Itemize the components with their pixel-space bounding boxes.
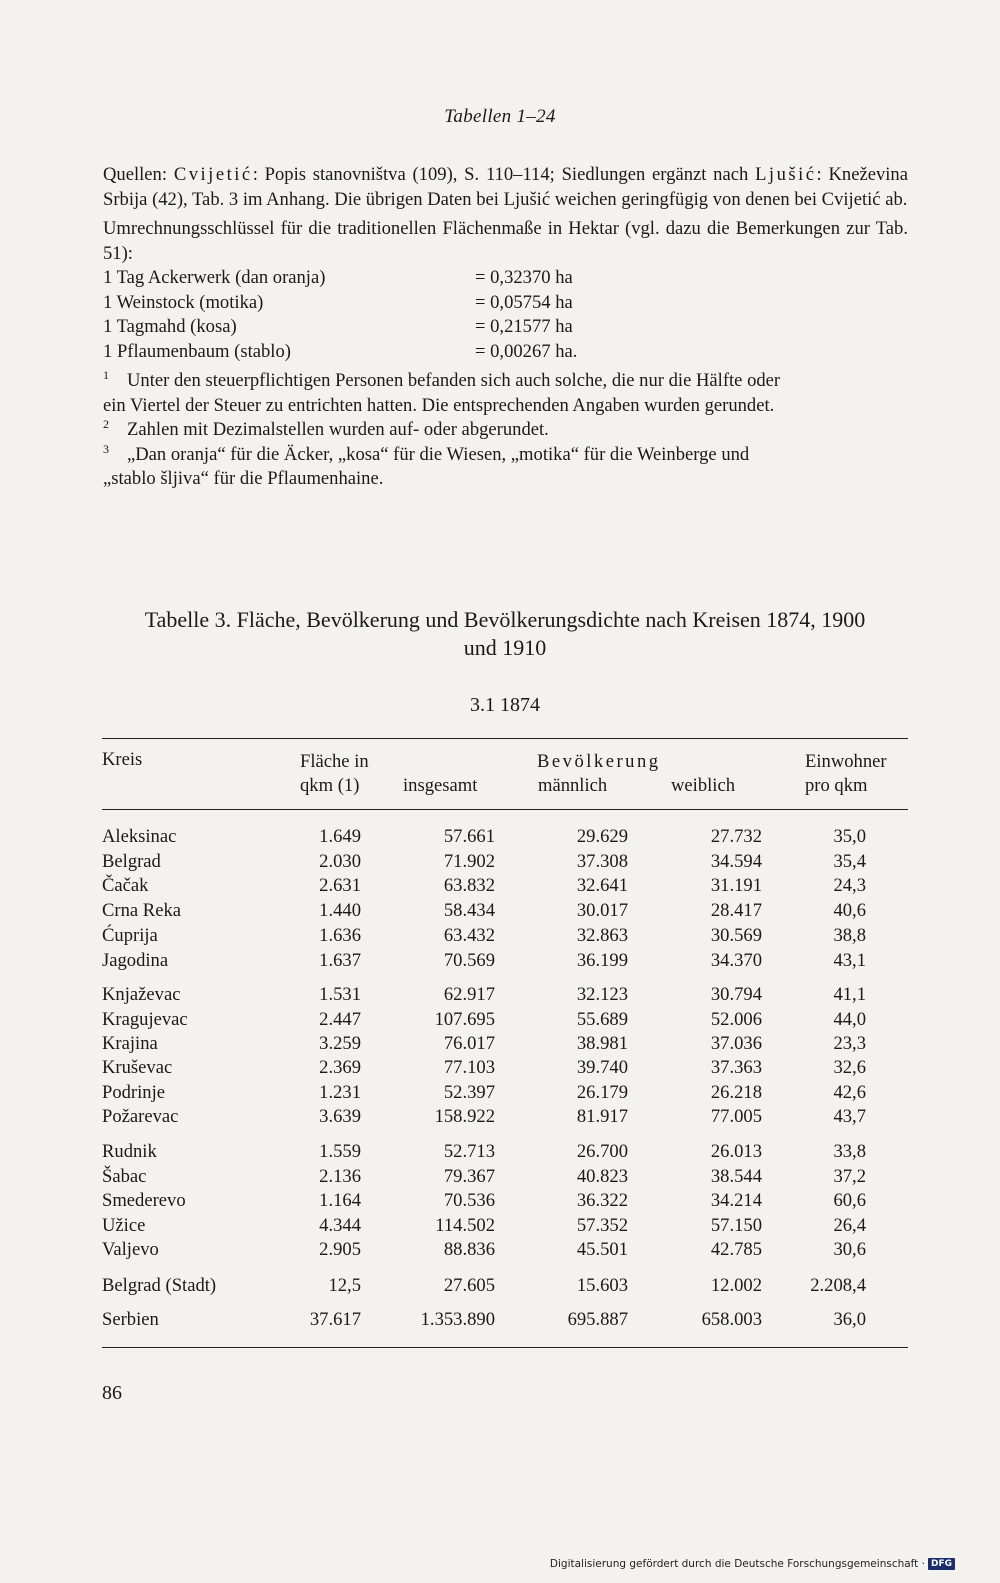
footnote — [103, 369, 908, 418]
table-row — [102, 1275, 908, 1299]
table-row — [102, 950, 908, 974]
kreis-cell: Aleksinac — [102, 826, 177, 847]
digitization-credit — [550, 1558, 955, 1570]
flaeche-cell: 37.617 — [309, 1309, 361, 1330]
flaeche-cell: 3.639 — [319, 1106, 361, 1127]
flaeche-cell: 2.905 — [319, 1239, 361, 1260]
insgesamt-cell: 71.902 — [443, 851, 495, 872]
footnote-text: Unter den steuerpflichtigen Personen befanden sich auch solche, die nur die Hälfte oder — [127, 370, 781, 391]
flaeche-cell: 2.631 — [319, 875, 361, 896]
table-row — [102, 1009, 908, 1033]
table-title-line1: Tabelle 3. Fläche, Bevölkerung und Bevölkerungsdichte nach Kreisen 1874, 1900 — [144, 607, 866, 632]
dichte-cell: 38,8 — [833, 925, 866, 946]
weiblich-cell: 42.785 — [710, 1239, 762, 1260]
dichte-cell: 23,3 — [833, 1033, 866, 1054]
conversion-unit: 1 Tagmahd (kosa) — [103, 316, 237, 337]
weiblich-cell: 26.013 — [710, 1141, 762, 1162]
footnote-text: „Dan oranja“ für die Äcker, „kosa“ für die Wiesen, „motika“ für die Weinberge und — [127, 443, 750, 465]
insgesamt-cell: 77.103 — [443, 1057, 495, 1078]
weiblich-cell: 38.544 — [710, 1166, 762, 1187]
dichte-cell: 41,1 — [833, 984, 866, 1005]
table-row — [102, 1106, 908, 1130]
insgesamt-cell: 27.605 — [443, 1275, 495, 1296]
author-ljusic: Ljušić — [755, 164, 817, 185]
conversion-unit: 1 Tag Ackerwerk (dan oranja) — [103, 267, 326, 288]
table-row — [102, 851, 908, 875]
footnote-continuation: „stablo šljiva“ für die Pflaumenhaine. — [103, 468, 384, 489]
weiblich-cell: 31.191 — [710, 875, 762, 896]
maennlich-cell: 30.017 — [576, 900, 628, 921]
footnote-continuation: ein Viertel der Steuer zu entrichten hatten. Die entsprechenden Angaben wurden gerundet. — [103, 394, 775, 416]
flaeche-cell: 1.440 — [319, 900, 361, 921]
maennlich-cell: 38.981 — [576, 1033, 628, 1054]
dichte-cell: 30,6 — [833, 1239, 866, 1260]
dichte-cell: 35,4 — [833, 851, 866, 872]
insgesamt-cell: 1.353.890 — [420, 1309, 495, 1330]
dichte-cell: 37,2 — [833, 1166, 866, 1187]
kreis-cell: Crna Reka — [102, 900, 181, 921]
kreis-cell: Knjaževac — [102, 984, 181, 1005]
table-row — [102, 900, 908, 924]
table-row — [102, 984, 908, 1008]
kreis-cell: Požarevac — [102, 1106, 179, 1127]
maennlich-cell: 32.641 — [576, 875, 628, 896]
author-cvijetic: Cvijetić — [173, 164, 253, 185]
sources-text-rest: : Kneževina Srbija (42), Tab. 3 im Anhang. Die übrigen Daten bei Ljušić weichen geringfügig von denen bei Cvijetić ab. — [103, 164, 908, 210]
dichte-cell: 42,6 — [833, 1082, 866, 1103]
header-flaeche-line1: Fläche in — [300, 751, 369, 772]
weiblich-cell: 658.003 — [701, 1309, 762, 1330]
insgesamt-cell: 107.695 — [434, 1009, 495, 1030]
dichte-cell: 43,1 — [833, 950, 866, 971]
dichte-cell: 44,0 — [833, 1009, 866, 1030]
kreis-cell: Ćuprija — [102, 925, 158, 946]
conversion-row — [103, 315, 908, 340]
footnote-marker: 1 — [103, 368, 109, 382]
kreis-cell: Valjevo — [102, 1239, 159, 1260]
insgesamt-cell: 79.367 — [443, 1166, 495, 1187]
header-flaeche-line2: qkm (1) — [300, 775, 360, 796]
table-row — [102, 1309, 908, 1333]
insgesamt-cell: 88.836 — [443, 1239, 495, 1260]
kreis-cell: Kruševac — [102, 1057, 173, 1078]
insgesamt-cell: 58.434 — [443, 900, 495, 921]
insgesamt-cell: 70.569 — [443, 950, 495, 971]
conversion-list — [103, 266, 908, 364]
dichte-cell: 32,6 — [833, 1057, 866, 1078]
flaeche-cell: 1.636 — [319, 925, 361, 946]
weiblich-cell: 34.214 — [710, 1190, 762, 1211]
header-bevoelkerung: Bevölkerung — [537, 751, 661, 772]
dichte-cell: 35,0 — [833, 826, 866, 847]
insgesamt-cell: 70.536 — [443, 1190, 495, 1211]
dichte-cell: 36,0 — [833, 1309, 866, 1330]
header-maennlich: männlich — [538, 775, 608, 796]
weiblich-cell: 28.417 — [710, 900, 762, 921]
table-row — [102, 925, 908, 949]
dichte-cell: 43,7 — [833, 1106, 866, 1127]
kreis-cell: Čačak — [102, 875, 149, 896]
footnote — [103, 443, 908, 492]
maennlich-cell: 81.917 — [576, 1106, 628, 1127]
table-row — [102, 1190, 908, 1214]
flaeche-cell: 4.344 — [319, 1215, 361, 1236]
header-einwohner-line2: pro qkm — [805, 775, 868, 796]
flaeche-cell: 1.637 — [319, 950, 361, 971]
conversion-row — [103, 340, 908, 365]
dichte-cell: 2.208,4 — [810, 1275, 866, 1296]
table-subtitle: 3.1 1874 — [470, 694, 540, 716]
table-title-line2: und 1910 — [463, 635, 547, 660]
weiblich-cell: 30.794 — [710, 984, 762, 1005]
maennlich-cell: 55.689 — [576, 1009, 628, 1030]
dichte-cell: 24,3 — [833, 875, 866, 896]
page-number: 86 — [102, 1382, 122, 1404]
table-bottom-rule — [102, 1347, 908, 1348]
maennlich-cell: 36.322 — [576, 1190, 628, 1211]
sources-text: : Popis stanovništva (109), S. 110–114; Siedlungen ergänzt nach — [252, 164, 756, 185]
kreis-cell: Krajina — [102, 1033, 158, 1054]
dichte-cell: 33,8 — [833, 1141, 866, 1162]
dfg-logo: DFG — [928, 1558, 955, 1570]
weiblich-cell: 57.150 — [710, 1215, 762, 1236]
maennlich-cell: 695.887 — [567, 1309, 628, 1330]
flaeche-cell: 3.259 — [319, 1033, 361, 1054]
conversion-value: = 0,32370 ha — [475, 267, 573, 288]
table-row — [102, 1141, 908, 1165]
sources-label: Quellen: — [103, 164, 174, 185]
flaeche-cell: 1.164 — [319, 1190, 361, 1211]
weiblich-cell: 52.006 — [710, 1009, 762, 1030]
maennlich-cell: 40.823 — [576, 1166, 628, 1187]
flaeche-cell: 1.559 — [319, 1141, 361, 1162]
kreis-cell: Belgrad (Stadt) — [102, 1275, 217, 1296]
insgesamt-cell: 63.832 — [443, 875, 495, 896]
maennlich-cell: 39.740 — [576, 1057, 628, 1078]
table-row — [102, 1057, 908, 1081]
kreis-cell: Belgrad — [102, 851, 161, 872]
flaeche-cell: 2.030 — [319, 851, 361, 872]
maennlich-cell: 32.123 — [576, 984, 628, 1005]
flaeche-cell: 2.136 — [319, 1166, 361, 1187]
table-header-rule — [102, 809, 908, 810]
dichte-cell: 60,6 — [833, 1190, 866, 1211]
conversion-value: = 0,21577 ha — [475, 316, 573, 337]
footnote — [103, 418, 908, 443]
table-row — [102, 1215, 908, 1239]
dichte-cell: 40,6 — [833, 900, 866, 921]
table-row — [102, 1166, 908, 1190]
table-row — [102, 875, 908, 899]
flaeche-cell: 1.531 — [319, 984, 361, 1005]
insgesamt-cell: 52.713 — [443, 1141, 495, 1162]
weiblich-cell: 30.569 — [710, 925, 762, 946]
weiblich-cell: 26.218 — [710, 1082, 762, 1103]
running-head: Tabellen 1–24 — [444, 106, 556, 127]
table-row — [102, 1033, 908, 1057]
flaeche-cell: 2.369 — [319, 1057, 361, 1078]
flaeche-cell: 12,5 — [328, 1275, 361, 1296]
conversion-value: = 0,00267 ha. — [475, 340, 578, 362]
weiblich-cell: 34.370 — [710, 950, 762, 971]
dichte-cell: 26,4 — [833, 1215, 866, 1236]
kreis-cell: Rudnik — [102, 1141, 157, 1162]
table-row — [102, 1239, 908, 1263]
conversion-intro: Umrechnungsschlüssel für die traditionellen Flächenmaße in Hektar (vgl. dazu die Bemerkungen zur Tab. 51): — [103, 218, 908, 264]
conversion-unit: 1 Pflaumenbaum (stablo) — [103, 340, 291, 362]
kreis-cell: Užice — [102, 1215, 146, 1236]
weiblich-cell: 34.594 — [710, 851, 762, 872]
header-einwohner-line1: Einwohner — [805, 751, 887, 772]
weiblich-cell: 37.363 — [710, 1057, 762, 1078]
sources-paragraph — [103, 163, 908, 212]
maennlich-cell: 57.352 — [576, 1215, 628, 1236]
insgesamt-cell: 52.397 — [443, 1082, 495, 1103]
kreis-cell: Jagodina — [102, 950, 169, 971]
footnote-marker: 3 — [103, 441, 109, 456]
table-title — [100, 606, 910, 662]
footnote-marker: 2 — [103, 417, 109, 431]
kreis-cell: Kragujevac — [102, 1009, 188, 1030]
insgesamt-cell: 158.922 — [434, 1106, 495, 1127]
kreis-cell: Šabac — [102, 1166, 147, 1187]
maennlich-cell: 29.629 — [576, 826, 628, 847]
sources-block — [103, 163, 908, 492]
weiblich-cell: 12.002 — [710, 1275, 762, 1296]
weiblich-cell: 77.005 — [710, 1106, 762, 1127]
kreis-cell: Serbien — [102, 1309, 159, 1330]
insgesamt-cell: 76.017 — [443, 1033, 495, 1054]
weiblich-cell: 27.732 — [710, 826, 762, 847]
header-insgesamt: insgesamt — [403, 775, 478, 796]
insgesamt-cell: 62.917 — [443, 984, 495, 1005]
insgesamt-cell: 114.502 — [435, 1215, 495, 1236]
kreis-cell: Podrinje — [102, 1082, 166, 1103]
footnote-text: Zahlen mit Dezimalstellen wurden auf- oder abgerundet. — [127, 419, 549, 440]
header-kreis: Kreis — [102, 749, 143, 770]
table-top-rule — [102, 738, 908, 739]
flaeche-cell: 1.649 — [319, 826, 361, 847]
footnotes — [103, 369, 908, 492]
table-row — [102, 1082, 908, 1106]
conversion-unit: 1 Weinstock (motika) — [103, 291, 264, 313]
maennlich-cell: 36.199 — [576, 950, 628, 971]
maennlich-cell: 26.700 — [576, 1141, 628, 1162]
maennlich-cell: 32.863 — [576, 925, 628, 946]
conversion-row — [103, 291, 908, 316]
maennlich-cell: 15.603 — [576, 1275, 628, 1296]
conversion-row — [103, 266, 908, 291]
flaeche-cell: 2.447 — [319, 1009, 361, 1030]
flaeche-cell: 1.231 — [319, 1082, 361, 1103]
maennlich-cell: 37.308 — [576, 851, 628, 872]
kreis-cell: Smederevo — [102, 1190, 186, 1211]
maennlich-cell: 45.501 — [576, 1239, 628, 1260]
table-row — [102, 826, 908, 850]
weiblich-cell: 37.036 — [710, 1033, 762, 1054]
maennlich-cell: 26.179 — [576, 1082, 628, 1103]
credit-text: Digitalisierung gefördert durch die Deutsche Forschungsgemeinschaft · — [549, 1558, 925, 1570]
conversion-value: = 0,05754 ha — [475, 291, 573, 313]
header-weiblich: weiblich — [671, 775, 736, 796]
insgesamt-cell: 57.661 — [443, 826, 495, 847]
insgesamt-cell: 63.432 — [443, 925, 495, 946]
